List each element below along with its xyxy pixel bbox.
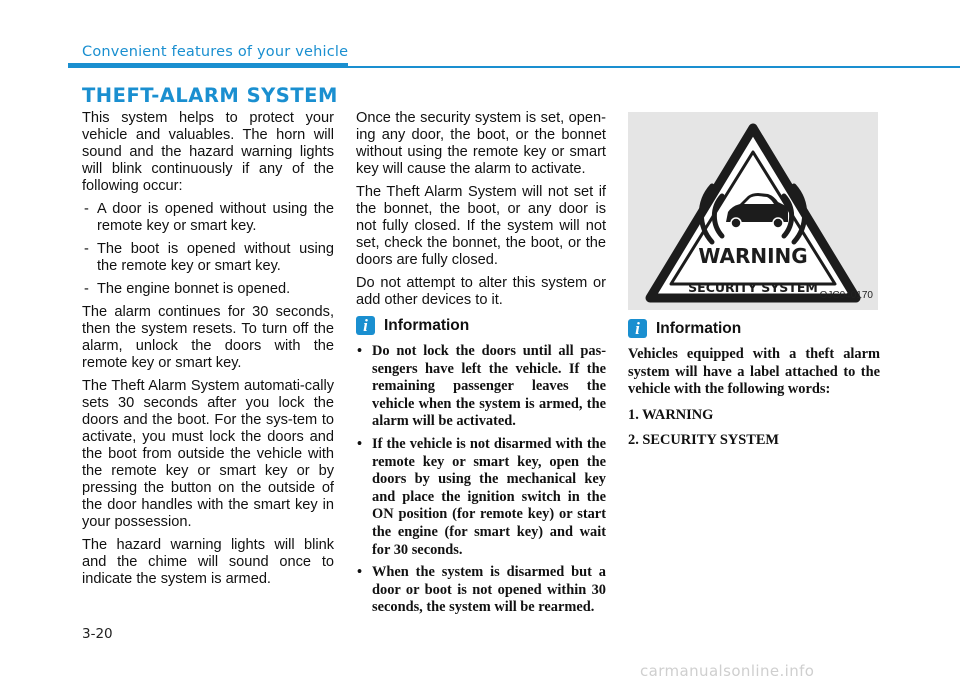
- column-right: [628, 112, 880, 458]
- not-set-paragraph: The Theft Alarm System will not set if the bonnet, the boot, or any door is not fully closed. If the system will not set, check the bonnet, the boot, or the doors are fully closed.: [356, 184, 606, 268]
- auto-set-paragraph: The Theft Alarm System automati-cally sets 30 seconds after you lock the doors and the boot. For the sys-tem to activate, you must lock the doors and the boot from outside the vehicle with the remote key or smart key or by pressing the button on the outside of the door handles with the smart key in your possession.: [82, 378, 334, 530]
- list-item: - The boot is opened without using the remote key or smart key.: [82, 241, 334, 275]
- chapter-title: Convenient features of your vehicle: [82, 44, 349, 60]
- information-title: Information: [656, 319, 742, 337]
- figure-warning-text: WARNING: [698, 244, 808, 268]
- information-heading: [628, 318, 880, 338]
- information-list: [356, 343, 606, 617]
- trigger-conditions-list: [82, 201, 334, 298]
- warning-triangle-illustration: [628, 112, 878, 310]
- do-not-alter-paragraph: Do not attempt to alter this system or add other devices to it.: [356, 275, 606, 308]
- car-wheel-front: [731, 218, 741, 228]
- list-item: • When the system is disarmed but a door or boot is not opened within 30 seconds, the system will be rearmed.: [356, 564, 606, 617]
- intro-paragraph: This system helps to protect your vehicle and valuables. The horn will sound and the hazard warning lights will blink continuously if any of the following occur:: [82, 110, 334, 194]
- section-title: THEFT-ALARM SYSTEM: [82, 84, 338, 107]
- car-wheel-rear: [773, 218, 783, 228]
- list-item: • If the vehicle is not disarmed with the remote key or smart key, open the doors by using the mechanical key and place the ignition switch in the ON position (for remote key) or start the engine (for smart key) and wait for 30 seconds.: [356, 436, 606, 559]
- site-watermark: carmanualsonline.info: [640, 662, 815, 680]
- info-icon: i: [628, 319, 647, 338]
- label-item-security-system: 2. SECURITY SYSTEM: [628, 432, 780, 449]
- information-title: Information: [384, 316, 470, 334]
- column-left: [82, 110, 334, 594]
- figure-caption: OJC040170: [819, 290, 873, 301]
- list-item: - The engine bonnet is opened.: [82, 281, 334, 298]
- figure-security-text: SECURITY SYSTEM: [688, 280, 818, 295]
- armed-indication-paragraph: The hazard warning lights will blink and the chime will sound once to indicate the system is armed.: [82, 537, 334, 587]
- info-icon: i: [356, 316, 375, 335]
- label-item-warning: 1. WARNING: [628, 406, 714, 423]
- list-item: - A door is opened without using the remote key or smart key.: [82, 201, 334, 235]
- activation-paragraph: Once the security system is set, open-ing any door, the boot, or the bonnet without using the remote key or smart key will cause the alarm to activate.: [356, 110, 606, 177]
- page-number: 3-20: [82, 626, 113, 642]
- security-label-figure: [628, 112, 878, 310]
- information-heading: [356, 315, 606, 335]
- label-info-paragraph: Vehicles equipped with a theft alarm system will have a label attached to the vehicle with the following words:: [628, 346, 880, 398]
- header-rule: [68, 66, 960, 68]
- alarm-duration-paragraph: The alarm continues for 30 seconds, then the system resets. To turn off the alarm, unlock the doors with the remote key or smart key.: [82, 304, 334, 371]
- column-middle: [356, 110, 606, 623]
- list-item: • Do not lock the doors until all pas-sengers have left the vehicle. If the remaining passenger leaves the vehicle when the system is armed, the alarm will be activated.: [356, 343, 606, 431]
